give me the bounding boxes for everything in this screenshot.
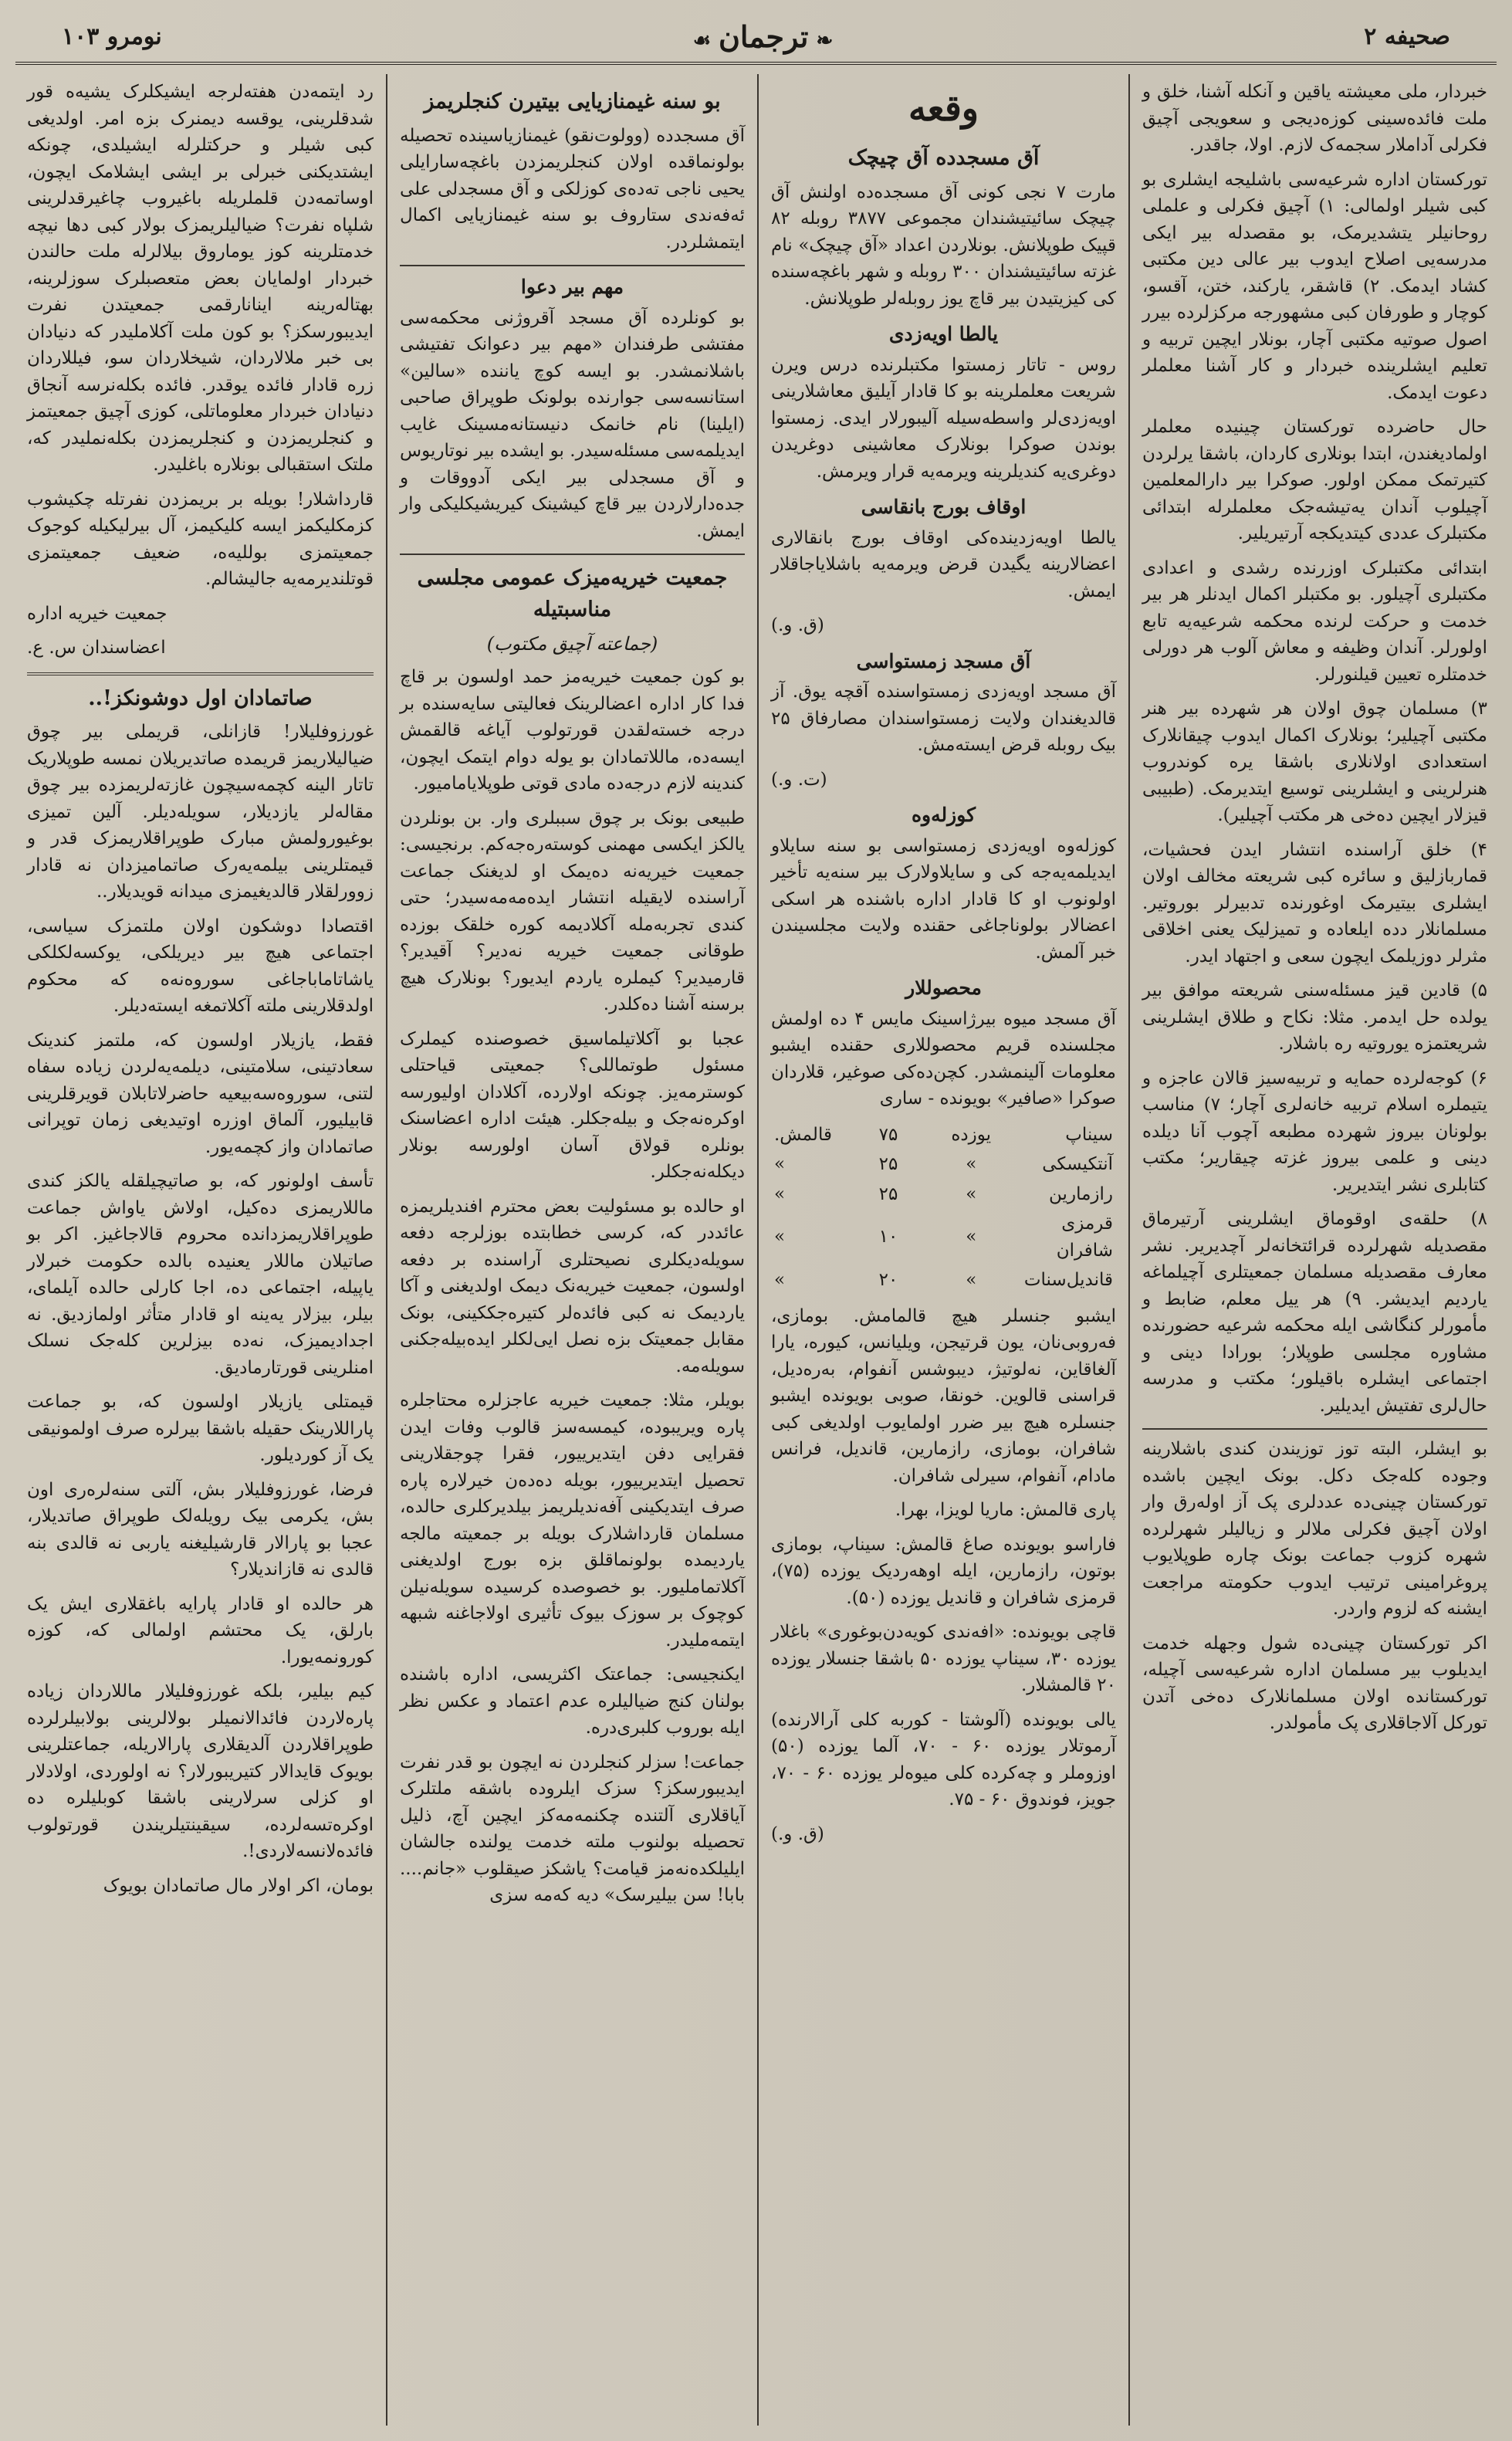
issue-number: نومرو ۱۰۳ [62, 22, 162, 50]
article-body: فرضا، غورزوفلیلار بش، آلتی سنه‌لره‌ری اون بش، یکرمی بیک رویله‌لک طوپراق صاتدیلار، عجبا بو پارالار قارشیلیغنه یاربی نه قالدی بنه قالدی نه قازاندیلار؟ [27, 1479, 374, 1579]
table-cell: » [774, 1154, 786, 1174]
article-signature: جمعیت خیریه اداره [27, 603, 167, 624]
paragraph: حال حاضرده تورکستان چینیده معلملر اولمادیغندن، ابتدا بونلاری کاردان، باشقا یرلردن کتیرتمک ممکن اولور. صوکرا بیر دارالمعلمین آچیلوب آندان یه‌تیشه‌جک معلملرله ابتدائی مکتبلرک عددی کیتدیکجه آرتیریلیر. [1142, 417, 1487, 543]
table-cell: قاندیل‌سنات [1023, 1270, 1113, 1290]
table-row [771, 1265, 1116, 1295]
newspaper-title [685, 19, 841, 54]
table-cell: » [966, 1154, 977, 1174]
table-cell: » [774, 1270, 786, 1290]
table-cell: ۲۵ [878, 1154, 898, 1174]
article-body: بو کون جمعیت خیریه‌مز حمد اولسون بر قاچ فدا کار اداره اعضالرینک فعالیتی سایه‌سنده بر درجه خسته‌لقدن قورتولوب آیاغه قالقمش ایسه‌ده، ماللاتمادان بو یوله دوام ایتمک ایچون، کندینه لازم درجه‌ده مادی قوتی طوپلایامامیور. [400, 667, 745, 794]
article-body: قارداشلار! بویله بر بریمزدن نفرتله چکیشوب کزمکلیکمز ایسه کلیکیمز، آل بیرلیکیله کوجوک جمعیتمزی بوللیه‌ه، ضعیف جمعیتمزی قوتلندیرمه‌یه جالیشالم. [27, 489, 374, 589]
paragraph: بو ایشلر، البته توز توزیندن کندی باشلارینه وجوده کله‌جک دکل. بونک ایچین باشده تورکستان چینی‌ده عددلری پک آز اوله‌رق وار اولان آچیق فکرلی ملالر و زیالیلر شهرلرده شهره کزوب جماعت بونک چاره طوپلایوب پروغرامینی ترتیب ایدوب حکومته مراجعت ایشنه که لزوم واردر. [1142, 1439, 1487, 1619]
table-cell: » [966, 1227, 977, 1248]
article-body: بویلر، مثلا: جمعیت خیریه عاجزلره محتاجلره پاره ویریبوده، کیمسه‌سز قالوب وفات ایدن فقرایی دفن ایتدیرییور، فقرا چوجقلارینی تحصیل ایتدیرییور، بویله ده‌ده‌ن خیرلاره پاره صرف ایتدیکینی آفه‌ندیلریمز بیلدیرکلری حالده، مسلمان قارداشلارک بویله بر جمعیته مالجه یاردیمده بولونماقلق بزه بورج اولدیغنی آکلاتماملیور. بو خصوصده کرسیده سویله‌نیلن کوچوک بر سوزک بیوک تأثیری اولاجاغنه شبهه ایتمه‌ملیدر. [400, 1390, 745, 1650]
article-body: قیمتلی یازیلار اولسون که، بو جماعت پاراللارینک حقیله باشقا بیرلره صرف اولمونیقی یک آز کوردیلور. [27, 1392, 374, 1465]
table-cell: آنتکیسکی [1042, 1154, 1113, 1174]
article-body: قاچی بویونده: «افه‌ندی کویه‌دن‌بوغوری» باغلار یوزده ۳۰، سیناپ یوزده ۵۰ باشقا جنسلار یوزده ۲۰ قالمشلار. [771, 1622, 1117, 1695]
article-body: یالطا اویه‌زدینده‌کی اوقاف بورج بانقالاری اعضالارینه یگیدن قرض ویرمه‌یه باشلایاجاقلار ایمش. [771, 527, 1116, 601]
divider [400, 554, 745, 555]
article-body: طبیعی بونک بر چوق سببلری وار. بن بونلردن یالکز ایکسی مهمنی کوسته‌ره‌جه‌کم. برنجیسی: جمعیت خیریه‌نه ده‌یمک او لدیغنک جماعت آراسنده لایقیله انتشار ایده‌مه‌مه‌سیدر؛ حتی کندی تجربه‌مله آکلادیمه کوره خلقک بوزده طوقانی جمعیت خیریه نه‌دیر؟ آقیدیر؟ قارمیدیر؟ کیملره یاردم ایدیور؟ بونلارک هیچ برسنه آشنا ده‌کلدر. [400, 807, 745, 1014]
paragraph: ۴) خلق آراسنده انتشار ایدن فحشیات، قماربازلیق و سائره کبی شریعته مخالف اولان ایشلری بیتیرمک اوغورنده تدبیرلر بوروتیر. مسلمانلار دده ایلعاده و تمیزلیک یعنی اخلاقی مثرلر دوزیلمک ایچون سعی و اجتهاد ایدر. [1142, 839, 1487, 967]
paragraph: خبردار، ملی معیشته یاقین و آنکله آشنا، خلق و ملت فائده‌سینی کوزه‌دیجی و سعویجی آچیق فکرلی آداملار سجمه‌ک لازم. اولا، جاقدر. [1142, 82, 1487, 155]
divider [400, 265, 745, 266]
table-cell: » [966, 1183, 977, 1204]
article-signature: (ت. و.) [771, 769, 827, 790]
article-body: بومان، اکر اولار مال صاتمادان بویوک [103, 1875, 374, 1896]
article-body: ایشبو جنسلر هیچ قالمامش. بومازی، فه‌روبی‌نان، یون قرتیجن، ویلیانس، کیوره، یارا آلغاقاین، نه‌لوتیژ، دیبوشس آنفوام، به‌ره‌دیل، قراسنی قالوین. خونقا، صوبی بویونده ایشبو جنسلره هیچ بیر ضرر اولمایوب اولدیغی کبی شافران، بومازی، رازمارین، قاندیل، فرانس مادام، آنفوام، سیرلی شافران. [771, 1305, 1116, 1486]
article-title: آق مسجد زمستواسی [856, 649, 1031, 672]
article-body: رد ایتمه‌دن هفته‌لرجه ایشیکلرک یشیه‌ه قور شدقلرینی، یوقسه دیمنرک بزه امر. اولدیغی کبی شیلر و حرکتلرله ایشیلدی، چونکه ایشتدیکنی خبرلی بر ایشی ایشلامک ایچون، اوساتمه‌دن قلملریله باغیروب چاغیرقدلرینی شلپاه نفرت؟ ضیالیلریمزک بولار کبی دها نیچه خدمتلرینه کوز یوماروق بیلالرله ملت حالندن خبردار اولمایان بعض متعصبلرک سوزلرینه، بهتاله‌رینه اینانارقمی جمعیتدن نفرت ایدیبورسکز؟ بو کون ملت آکلاملیدر که دنیادان بی خبر ملالاردان، شیخلاردان سو، فیللاردان زره قادار فائده یوقدر. فائده بکله‌نرسه آنجاق دنیادان خبردار معلوماتلی، کوزی آچیق جمعیتمز و کنجلریمزدن و کنجلریمزدن بکله‌نملیدر که، ملتک استقبالی بونلاره باغلیدر. [27, 82, 374, 475]
article-title: مهم بیر دعوا [520, 276, 624, 298]
article-title: محصوللار [905, 977, 982, 999]
table-row [771, 1209, 1116, 1265]
table-cell: قالمش. [774, 1124, 832, 1145]
column-3 [386, 74, 757, 2426]
table-cell: قرمزی شافران [1056, 1214, 1113, 1261]
article-title: اوقاف بورج بانقاسی [861, 496, 1027, 518]
article-title: جمعیت خیریه‌میزک عمومی مجلسی مناسبتیله [417, 566, 728, 621]
paragraph: ۶) کوجه‌لرده حمایه و تربیه‌سیز قالان عاجزه و یتیملره اسلام تربیه خانه‌لری آچار؛ ۷) مناسب بولونان بیروز شهرده مطبعه آچوب آنا دیلده دینی و علمی بیروز غزته چیقاریر؛ مکتب کتابلری نشر ایتدیریر. [1142, 1068, 1487, 1195]
article-body: ایکنجیسی: جماعتک اکثریسی، اداره باشنده بولنان کنج ضیالیلره عدم اعتماد و عکس نظر ایله بوروب کلبری‌دره. [400, 1664, 745, 1738]
article-title: یالطا اویه‌زدی [888, 323, 999, 345]
table-cell: » [774, 1227, 786, 1248]
table-cell: ۱۰ [878, 1227, 898, 1248]
article-body: آق مسجدده (وولوت‌نقو) غیمنازیاسینده تحصیله بولونماقده اولان کنجلریمزدن باغچه‌سارایلی یحیی ناجی ته‌ده‌ی کوزلکی و آق مسجدلی علی ئه‌فه‌ندی ستاروف بو سنه غیمنازیایی اکمال ایتمشلردر. [400, 125, 745, 252]
table-cell: ۲۰ [878, 1270, 898, 1290]
article-body: فاراسو بویونده صاغ قالمش: سیناپ، بومازی بوتون، رازمارین، ایله اوهه‌ردیک یوزده (۷۵)، قرمزی شافران و قاندیل یوزده (۵۰). [771, 1534, 1116, 1608]
article-body: کوزله‌وه اویه‌زدی زمستواسی بو سنه سایلاو ایدیلمه‌یه‌جه کی و سایلاولارک بیر سنه‌یه تأخیر اولونوب او کا قادار اداره باشنده هر اسکی اعضالار بولوناجاغی حقنده ولایت مجلسیندن خبر آلمش. [771, 835, 1116, 963]
article-signature: (ق. و.) [771, 615, 824, 635]
article-title: آق مسجدده آق چیچک [847, 146, 1040, 170]
article-body: هر حالده او قادار پارایه باغقلاری ایش یک بارلق، یک محتشم اولمالی که، کوزه کورونمه‌یورا. [27, 1593, 374, 1667]
article-body: غورزوفلیلار! قازانلی، قریملی بیر چوق ضیالیلاریمز قریمده صاتدیریلان نمسه طوپلاریک تاتار الینه کچمه‌سیچون غازته‌لریمزده بیر چوق مقاله‌لر یازدیلار، سویله‌دیلر. آلین تمیزی بوغیورولمش مبارک طوپراقلاریمزک قدر و قیمتلرینی بیلمه‌یه‌رک صاتمامیزدان نه قادار زوورلقلار قالدیغیمزی میدانه قویدیلار.. [27, 722, 374, 902]
table-cell: » [774, 1183, 786, 1204]
article-body: او حالده بو مسئولیت بعض محترم افندیلریمزه عائددر که، کرسی خطابتده بوزلرجه دفعه سویله‌دیکلری نصیحتلری آراسنده بر دفعه اولسون، جمعیت خیریه‌نک دیمک اولدیغنی و آکا یاردیمک نه کبی فائده‌لر کتیره‌جککینی، بونک مقابل جمعیتک بزه نصل ایی‌لکلر ایده‌بیله‌جکنی سویله‌مه. [400, 1196, 745, 1376]
article-body: جماعت! سزلر کنجلردن نه ایچون بو قدر نفرت ایدیبورسکز؟ سزک ایلروده باشقه ملتلرک آیاقلاری آلتنده چکنمه‌مه‌کز ایچین آچ، ذلیل تحصیله بولنوب ملته خدمت یولنده جالشان ایلیلکده‌نه‌مز قیامت؟ یاشکز صیقلوب «جانم.... بابا! سن بیلیرسک» دیه که‌مه سزی [400, 1752, 745, 1905]
article-body: تأسف اولونور که، بو صاتیچیلقله یالکز کندی ماللاریمزی ده‌کیل، اولاش یاواش جماعت طوپراقلاریمزدانده محروم قالاجاغیز. اکر بو صاتیلان ماللار یعنیده بالده حکومت خبرلار یاپیله، اجتماعی ده، اجا کارلی حالده آیلمای، بیلر، بیزلار یه‌ینه او قادار متأثر اولمازدیق. نه اجدادیمیزک، نه‌ده بیزلرین کله‌جک نسلک امنلرینی قورتارمادیق. [27, 1171, 374, 1378]
paragraph: اکر تورکستان چینی‌ده شول وجهله خدمت ایدیلوب بیر مسلمان اداره شرعیه‌سی آچیله، تورکستانده اولان مسلمانلارک ده‌خی آتدن تورکل آلاجاقلاری پک مأمولدر. [1142, 1633, 1487, 1733]
divider [27, 672, 374, 675]
paragraph: ۸) حلقه‌ی اوقوماق ایشلرینی آرتیرماق مقصدیله شهرلرده قرائتخانه‌لر آچدیریر. نشر معارف مقصدیله مسلمان جمعیتلری آچیلماغه یاردیم ایدیشر. ۹) هر ییل معلم، ضابط و مأمورلر کنگاشی ایله محکمه شرعیه حضورنده مشاوره مجلسی طوپلار؛ بورادا دینی و اجتماعی ایشلره باقیلور؛ مکتب و مدرسه حال‌لری تفتیش ایدیلیر. [1142, 1209, 1488, 1416]
article-body: فقط، یازیلار اولسون که، ملتمز کندینک سعادتینی، سلامتینی، دیلمه‌یه‌لردن زیاده سفاه لتنی، سوروه‌سه‌بیعیه حاضرلاتابلان قویرقلرینی قابیلیور، آلماق اوزره اوتیدیغی زمان توپرانی صاتمادان واز کچمه‌یور. [27, 1030, 374, 1157]
section-title: وقعه [908, 87, 979, 129]
columns [12, 74, 1500, 2426]
table-cell: سیناپ [1065, 1124, 1113, 1145]
article-body: یالی بویونده (آلوشتا - کوربه کلی آرالارنده) آرموتلار یوزده ۶۰ - ۷۰، آلما یوزده (۵۰) اوزوملر و چه‌کرده کلی میوه‌لر یوزده ۶۰ - ۷۰، جویز، فوندوق ۶۰ - ۷۵. [771, 1709, 1116, 1810]
article-body: مارت ۷ نجی کونی آق مسجده‌ده اولنش آق چیچک سائیتیشندان مجموعی ۳۸۷۷ روبله ۸۲ قپیک طوپلانش. بونلاردن اعداد «آق چیچک» نام غزته سائیتیشندان ۳۰۰ روبله و شهر باغچه‌سنده کی کیزیتیدن بیر قاچ یوز روبله‌لر طوپلانش. [771, 181, 1117, 309]
ornament-icon: ☙ [692, 29, 712, 52]
table-cell: رازمارین [1049, 1183, 1113, 1204]
article-body: عجبا بو آکلاتیلماسیق خصوصنده کیملرک مسئول طوتماللی؟ جمعیتی قیاحتلی کوسترمه‌یز. چونکه اولارده، آکلادان اولیورسه اوکره‌نه‌جک و بیله‌جکلر. هیئت اداره اعضاسنک بونلره قولاق آسان اولورسه بونلار دیکله‌نه‌جکلر. [400, 1028, 745, 1182]
page-label: صحیفه ۲ [1364, 22, 1450, 50]
article-signature: (ق. و.) [771, 1823, 824, 1844]
ornament-icon: ❧ [816, 29, 834, 52]
article-title: بو سنه غیمنازیایی بیتیرن کنجلریمز [424, 90, 721, 113]
article-body: روس - تاتار زمستوا مکتبلرنده درس ویرن شریعت معلملرینه بو کا قادار آیلیق معاشلارینی اویه‌زدی‌لر واسطه‌سیله آلیبورلار ایدی. زمستوا بوندن صوکرا بونلارک معاشینی دوغریدن دوغری‌یه کندیلرینه ویرمه‌یه قرار ویرمش. [771, 354, 1116, 482]
column-4 [15, 74, 386, 2426]
paragraph: ۵) قادین قیز مسئله‌سنی شریعته موافق بیر یولده حل ایدمر. مثلا: نکاح و طلاق ایشلرینی شریعتمزه یوروتیه ره باشلار. [1142, 980, 1487, 1054]
table-cell: ۷۵ [878, 1124, 898, 1145]
paragraph: ۳) مسلمان چوق اولان هر شهرده بیر هنر مکتبی آچیلیر؛ بونلارک اکمال ایدوب چیقانلارک استعدادی اولانلاری باشقا یره کوندروب هنرلرینی و ایشلرینی توسیع ایتدیرمک. (طبیبی قیزلار ایچین ده‌خی هر مکتب آچیلیر). [1142, 699, 1487, 825]
article-subtitle: (جماعته آچیق مکتوب) [486, 633, 658, 655]
table-cell: یوزده [951, 1124, 992, 1145]
article-body: بو کونلرده آق مسجد آقروژنی محکمه‌سی مفتشی طرفندان «مهم بیر دعوانک تفتیشی باشلانمشدر. بو ایسه کوچ یاننده «سالین» استانسه‌سی جوارنده بولونک طوپراق صاحبی (ایلینا) نام خانمک دنیستانه‌مسینک غایب ایدیلمه‌سی مسئله‌سیدر. بو ایشده بیر نوتاریوس و آق مسجدلی بیر ایکی آدووقات و جده‌دارلاردن بیر قاچ کیشینک کیریشیکلیکی وار ایمش. [400, 307, 745, 541]
divider [1142, 1428, 1487, 1430]
newspaper-name: ترجمان [719, 19, 809, 54]
article-title: صاتمادان اول دوشونکز!.. [88, 686, 313, 710]
table-row [771, 1120, 1116, 1150]
paragraph: تورکستان اداره شرعیه‌سی باشلیجه ایشلری بو کبی شیلر اولمالی: ۱) آچیق فکرلی و علملی روحانیلر یتشدیرمک، بو مقصدله بیر ایکی مدرسه‌یی اصلاح ایدوب بیر عالی دین مکتبی کشاد ایدمک. ۲) قاشقر، یارکند، ختن، آقسو، کوچار و طورفان کبی مشهورجه مرکزلرده بیرر اصول صوتیه مکتبی آچار، بونلار ایچین تربیه و تعلیم ایشلرینده خبردار و کار آشنا معلملر دعوت ایدمک. [1142, 169, 1488, 403]
article-body: آق مسجد اویه‌زدی زمستواسنده آقچه یوق. آز قالدیغندان ولایت زمستواسندان مصارفاق ۲۵ بیک روبله قرض ایسته‌مش. [771, 682, 1116, 755]
column-1 [1128, 74, 1500, 2426]
column-2 [757, 74, 1128, 2426]
table-cell: » [966, 1270, 977, 1290]
article-body: اقتصادا دوشکون اولان ملتمزک سیاسی، اجتماعی هیچ بیر دیریلکی، یوکسه‌لکلکی یاشاتاماباجاغی سوروه‌نه‌ه که محکوم اولدقلارینی ملته آکلاتمغه ایسته‌دیلر. [27, 916, 374, 1016]
paragraph: ابتدائی مکتبلرک اوزرنده رشدی و اعدادی مکتبلری آچیلور. بو مکتبلر اکمال ایدنلر هر بیر خدمت و حرکت لرنده محکمه شرعیه‌یه تابع اولورلر. آندان وظیفه و معاش آلوب هر دورلی خدمتلره تعیین قیلنورلر. [1142, 557, 1487, 685]
article-body: آق مسجد میوه بیرژاسینک مایس ۴ ده اولمش مجلسنده قریم محصوللاری حقنده ایشبو معلومات آلینمشدر. کچن‌ده‌کی صوغیر، قلاردان صوکرا «صافیر» بویونده - ساری [771, 1008, 1117, 1109]
article-title: کوزله‌وه [911, 804, 976, 826]
table-cell: ۲۵ [878, 1183, 898, 1204]
article-body: کیم بیلیر، بلکه غورزوفلیلار ماللاردان زیاده پاره‌لاردن فائدالانمیلر بولالرینی بولابیلرلرده طوپراقلاردن آلدیقلاری پارالاریله، جماعتلرینی بویوک قایدالار کتیریبورلار؟ نه اولوردی، اولادلار او کزلی سرلارینی باشقا کوبلیلره ده اوکره‌تسه‌لرده، سیقینتیلریندن قورتولوب فائده‌لانسه‌لاردی!. [27, 1681, 374, 1861]
masthead [15, 11, 1497, 65]
table-row [771, 1180, 1116, 1210]
article-body: پاری قالمش: ماریا لویزا، بهرا. [895, 1500, 1116, 1520]
table-row [771, 1149, 1116, 1180]
article-signature: اعضاسندان س. ع. [27, 638, 166, 658]
price-table [771, 1120, 1116, 1295]
